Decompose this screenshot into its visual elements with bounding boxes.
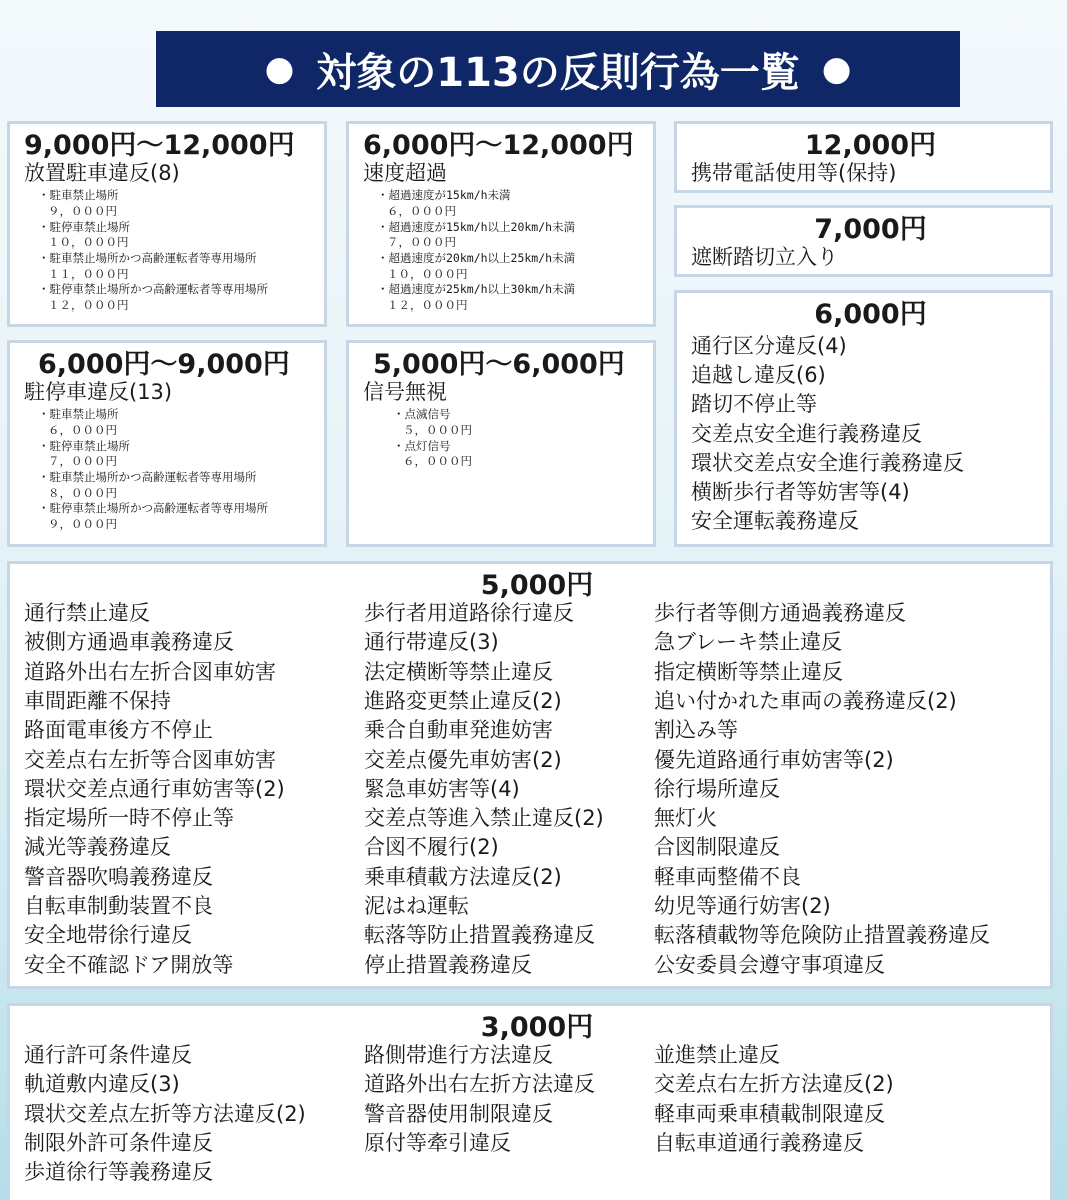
detail-label: ・超過速度が20km/h以上25km/h未満: [377, 251, 576, 266]
list-item: 指定場所一時不停止等: [24, 806, 234, 831]
list-item: 車間距離不保持: [24, 688, 171, 713]
fine-box-parking-stopping: [7, 340, 327, 547]
list-item: 踏切不停止等: [691, 392, 817, 417]
list-item: 安全地帯徐行違反: [24, 923, 192, 948]
detail-amount: １１，０００円: [48, 266, 129, 281]
list-item: 自転車道通行義務違反: [654, 1130, 864, 1155]
fine-box-3000: [7, 1003, 1053, 1200]
detail-list: [38, 188, 324, 314]
list-item: 幼児等通行妨害(2): [654, 894, 831, 919]
list-item: 道路外出右左折合図車妨害: [24, 659, 276, 684]
detail-label: ・駐停車禁止場所: [38, 438, 130, 453]
grid-column: [24, 599, 364, 980]
list-item: 軽車両乗車積載制限違反: [654, 1101, 885, 1126]
fine-box-6000: [674, 290, 1053, 547]
list-item: 交差点優先車妨害(2): [364, 747, 562, 772]
grid-column: [24, 1041, 364, 1187]
grid-column: [364, 1041, 654, 1187]
detail-label: ・駐停車禁止場所かつ高齢運転者等専用場所: [38, 282, 268, 297]
list-item: 環状交差点通行車妨害等(2): [24, 776, 285, 801]
detail-list: [393, 407, 653, 470]
list-item: 自転車制動装置不良: [24, 894, 213, 919]
detail-amount: ７，０００円: [48, 454, 117, 469]
detail-amount: １２，０００円: [48, 298, 129, 313]
page-title: 対象の113の反則行為一覧: [316, 49, 800, 96]
list-item: 指定横断等禁止違反: [654, 659, 843, 684]
detail-list: [38, 407, 324, 533]
list-item: 歩行者等側方通過義務違反: [654, 601, 906, 626]
list-item: 環状交差点左折等方法違反(2): [24, 1101, 306, 1126]
list-item: 無灯火: [654, 806, 717, 831]
list-item: 警音器使用制限違反: [364, 1101, 553, 1126]
detail-label: ・駐車禁止場所: [38, 407, 119, 422]
price: 12,000円: [804, 130, 937, 161]
list-item: 乗合自動車発進妨害: [364, 718, 553, 743]
list-item: 転落積載物等危険防止措置義務違反: [654, 923, 990, 948]
list-item: 路側帯進行方法違反: [364, 1043, 553, 1068]
grid-column: [654, 1041, 1053, 1187]
detail-label: ・駐車禁止場所かつ高齢運転者等専用場所: [38, 470, 257, 485]
fine-box-signal: [346, 340, 656, 547]
detail-amount: ６，０００円: [403, 454, 472, 469]
list-item: 優先道路通行車妨害等(2): [654, 747, 894, 772]
list-item: 軌道敷内違反(3): [24, 1072, 180, 1097]
list-item: 徐行場所違反: [654, 776, 780, 801]
detail-amount: ６，０００円: [48, 422, 117, 437]
violation-name: 放置駐車違反(8): [24, 161, 180, 186]
list-item: 交差点右左折等合図車妨害: [24, 747, 276, 772]
detail-label: ・点滅信号: [393, 407, 451, 422]
bullet-left: ●: [264, 49, 295, 89]
price: 7,000円: [814, 214, 927, 245]
fine-box-speeding: [346, 121, 656, 327]
detail-label: ・駐停車禁止場所かつ高齢運転者等専用場所: [38, 501, 268, 516]
price-range: 6,000円～12,000円: [363, 130, 634, 161]
list-item: 交差点右左折方法違反(2): [654, 1072, 894, 1097]
fine-box-phone: [674, 121, 1053, 193]
list-item: 環状交差点安全進行義務違反: [691, 450, 964, 475]
violation-name: 遮断踏切立入り: [691, 245, 838, 270]
detail-label: ・駐車禁止場所かつ高齢運転者等専用場所: [38, 251, 257, 266]
list-item: 乗車積載方法違反(2): [364, 864, 562, 889]
price-range: 6,000円～9,000円: [38, 349, 290, 380]
detail-label: ・駐車禁止場所: [38, 188, 119, 203]
list-item: 停止措置義務違反: [364, 952, 532, 977]
violation-grid: [24, 1041, 1050, 1187]
detail-label: ・駐停車禁止場所: [38, 219, 130, 234]
list-item: 通行区分違反(4): [691, 334, 847, 359]
list-item: 被側方通過車義務違反: [24, 630, 234, 655]
list-item: 並進禁止違反: [654, 1043, 780, 1068]
list-item: 歩道徐行等義務違反: [24, 1160, 213, 1185]
violation-list: [691, 332, 1050, 536]
list-item: 通行禁止違反: [24, 601, 150, 626]
list-item: 追越し違反(6): [691, 363, 826, 388]
list-item: 軽車両整備不良: [654, 864, 801, 889]
list-item: 泥はね運転: [364, 894, 469, 919]
list-item: 歩行者用道路徐行違反: [364, 601, 574, 626]
list-item: 横断歩行者等妨害等(4): [691, 480, 910, 505]
list-item: 合図不履行(2): [364, 835, 499, 860]
list-item: 道路外出右左折方法違反: [364, 1072, 595, 1097]
title-banner: [156, 31, 960, 107]
list-item: 交差点安全進行義務違反: [691, 421, 922, 446]
detail-amount: ７，０００円: [387, 235, 456, 250]
price: 6,000円: [814, 299, 927, 330]
list-item: 公安委員会遵守事項違反: [654, 952, 885, 977]
list-item: 安全不確認ドア開放等: [24, 952, 234, 977]
detail-amount: １０，０００円: [48, 235, 129, 250]
violation-name: 速度超過: [363, 161, 447, 186]
list-item: 合図制限違反: [654, 835, 780, 860]
detail-amount: １０，０００円: [387, 266, 468, 281]
list-item: 制限外許可条件違反: [24, 1130, 213, 1155]
fine-box-railroad-crossing: [674, 205, 1053, 277]
detail-amount: ８，０００円: [48, 485, 117, 500]
violation-name: 駐停車違反(13): [24, 380, 173, 405]
list-item: 追い付かれた車両の義務違反(2): [654, 688, 957, 713]
list-item: 法定横断等禁止違反: [364, 659, 553, 684]
list-item: 安全運転義務違反: [691, 509, 859, 534]
bullet-right: ●: [821, 49, 852, 89]
fine-box-illegal-parking: [7, 121, 327, 327]
fine-box-5000: [7, 561, 1053, 989]
detail-label: ・超過速度が15km/h以上20km/h未満: [377, 219, 576, 234]
detail-list: [377, 188, 653, 314]
price-range: 5,000円～6,000円: [373, 349, 625, 380]
detail-label: ・超過速度が15km/h未満: [377, 188, 511, 203]
detail-amount: ９，０００円: [48, 203, 117, 218]
grid-column: [364, 599, 654, 980]
detail-label: ・点灯信号: [393, 438, 451, 453]
list-item: 通行許可条件違反: [24, 1043, 192, 1068]
list-item: 警音器吹鳴義務違反: [24, 864, 213, 889]
list-item: 急ブレーキ禁止違反: [654, 630, 843, 655]
list-item: 減光等義務違反: [24, 835, 171, 860]
detail-amount: ５，０００円: [403, 422, 472, 437]
detail-amount: ６，０００円: [387, 203, 456, 218]
violation-grid: [24, 599, 1050, 980]
list-item: 路面電車後方不停止: [24, 718, 213, 743]
list-item: 原付等牽引違反: [364, 1130, 511, 1155]
price: 5,000円: [480, 570, 594, 601]
detail-amount: ９，０００円: [48, 517, 117, 532]
grid-column: [654, 599, 1053, 980]
detail-amount: １２，０００円: [387, 298, 468, 313]
price-range: 9,000円～12,000円: [24, 130, 295, 161]
list-item: 進路変更禁止違反(2): [364, 688, 562, 713]
violation-name: 携帯電話使用等(保持): [691, 161, 897, 186]
list-item: 割込み等: [654, 718, 738, 743]
price: 3,000円: [480, 1012, 594, 1043]
violation-name: 信号無視: [363, 380, 447, 405]
list-item: 緊急車妨害等(4): [364, 776, 520, 801]
detail-label: ・超過速度が25km/h以上30km/h未満: [377, 282, 576, 297]
list-item: 通行帯違反(3): [364, 630, 499, 655]
list-item: 転落等防止措置義務違反: [364, 923, 595, 948]
list-item: 交差点等進入禁止違反(2): [364, 806, 604, 831]
